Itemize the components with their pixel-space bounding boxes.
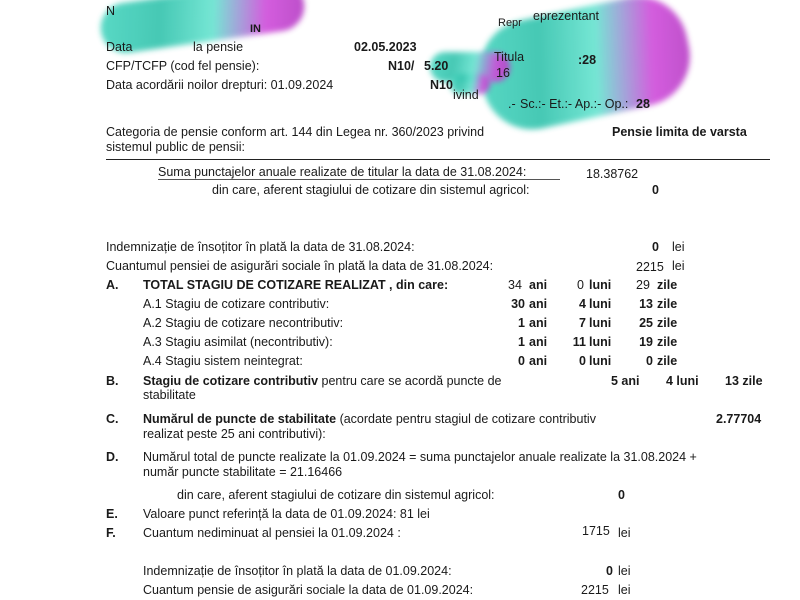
row-years-unit: ani: [529, 297, 548, 311]
address-op: 28: [636, 97, 650, 111]
request-date-label: Data: [106, 40, 133, 54]
request-date-value: 02.05.2023: [354, 40, 417, 54]
section-c-letter: C.: [106, 412, 119, 426]
agri-label: din care, aferent stagiului de cotizare din sistemul agricol:: [212, 183, 530, 197]
section-f-unit: lei: [618, 526, 631, 540]
section-a-days-unit: zile: [657, 278, 678, 292]
new-allowance-unit: lei: [618, 564, 631, 578]
section-b-letter: B.: [106, 374, 119, 388]
section-f-label: Cuantum nediminuat al pensiei la 01.09.2024 :: [143, 526, 401, 540]
row-years: 1: [518, 316, 525, 330]
rep-label-2: eprezentant: [533, 9, 600, 23]
row-years-unit: ani: [529, 335, 548, 349]
locality-fragment: ivind: [453, 88, 479, 102]
new-allowance-label: Indemnizație de însoțitor în plată la data de 01.09.2024:: [143, 564, 452, 578]
section-a-years-unit: ani: [529, 278, 548, 292]
row-days: 0: [646, 354, 653, 368]
row-days-unit: zile: [657, 354, 678, 368]
row-years-unit: ani: [529, 354, 548, 368]
section-d-agri-label: din care, aferent stagiului de cotizare din sistemul agricol:: [177, 488, 495, 502]
cfp-value: N10/: [388, 59, 415, 73]
new-pension-value: 2215: [581, 583, 609, 597]
section-a-years: 34: [508, 278, 522, 292]
titular-number: 16: [496, 66, 510, 80]
name-fragment: IN: [250, 23, 261, 35]
agri-value: 0: [652, 183, 659, 197]
section-b-title-line2: stabilitate: [143, 388, 196, 402]
address-line: Sc.:- Et.:- Ap.:- Op.:: [520, 97, 629, 111]
current-allowance-unit: lei: [672, 240, 685, 254]
current-pension-unit: lei: [672, 259, 685, 273]
section-b-title: [143, 374, 502, 389]
section-b-months: 4 luni: [666, 374, 699, 388]
row-label: A.2 Stagiu de cotizare necontributiv:: [143, 316, 344, 330]
section-a-months-unit: luni: [589, 278, 612, 292]
section-c-title-bold: Numărul de puncte de stabilitate: [143, 412, 337, 426]
row-months-unit: luni: [589, 335, 612, 349]
new-pension-label: Cuantum pensie de asigurări sociale la data de 01.09.2024:: [143, 583, 474, 597]
section-e-letter: E.: [106, 507, 118, 521]
section-f-letter: F.: [106, 526, 116, 540]
section-e-text: Valoare punct referință la data de 01.09.2024: 81 lei: [143, 507, 430, 521]
row-days: 19: [639, 335, 653, 349]
row-label: A.3 Stagiu asimilat (necontributiv):: [143, 335, 333, 349]
section-b-days: 13 zile: [725, 374, 763, 388]
new-allowance-value: 0: [606, 564, 613, 578]
row-days-unit: zile: [657, 316, 678, 330]
rep-label-1: Repr: [498, 17, 522, 29]
current-allowance-value: 0: [652, 240, 659, 254]
section-c-value: 2.77704: [716, 412, 762, 426]
row-label: A.1 Stagiu de cotizare contributiv:: [143, 297, 330, 311]
section-c-title-rest: (acordate pentru stagiul de cotizare contributiv: [336, 412, 596, 426]
name-label: N: [106, 4, 116, 18]
section-f-value: 1715: [582, 524, 610, 538]
row-days: 13: [639, 297, 653, 311]
row-label: A.4 Stagiu sistem neintegrat:: [143, 354, 303, 368]
cfp-label: CFP/TCFP (cod fel pensie):: [106, 59, 260, 73]
row-days-unit: zile: [657, 297, 678, 311]
section-c-title: [143, 412, 596, 427]
annual-points-underline: [158, 179, 560, 180]
section-b-title-bold: Stagiu de cotizare contributiv: [143, 374, 319, 388]
section-d-letter: D.: [106, 450, 119, 464]
row-years: 30: [511, 297, 525, 311]
row-months-unit: luni: [589, 297, 612, 311]
category-value: Pensie limita de varsta: [612, 125, 747, 139]
new-pension-unit: lei: [618, 583, 631, 597]
grant-date-label: Data acordării noilor drepturi: 01.09.2024: [106, 78, 334, 92]
grant-code: N10: [430, 78, 453, 92]
request-date-label-tail: la pensie: [193, 40, 244, 54]
section-d-agri-value: 0: [618, 488, 625, 502]
titular-label: Titula: [494, 50, 525, 64]
category-label-line2: sistemul public de pensii:: [106, 140, 245, 154]
cfp-value-tail: 5.20: [424, 59, 449, 73]
category-label: Categoria de pensie conform art. 144 din Legea nr. 360/2023 privind: [106, 125, 485, 139]
section-c-title-line2: realizat peste 25 ani contributivi):: [143, 427, 326, 441]
current-allowance-label: Indemnizație de însoțitor în plată la data de 31.08.2024:: [106, 240, 415, 254]
divider: [106, 159, 770, 160]
titular-value: :28: [578, 53, 597, 67]
row-months-unit: luni: [589, 354, 612, 368]
address-prefix: .-: [508, 97, 516, 111]
row-days: 25: [639, 316, 653, 330]
row-years: 0: [518, 354, 525, 368]
section-d-line1: Numărul total de puncte realizate la 01.09.2024 = suma punctajelor anuale realizate la 31.08.2024 +: [143, 450, 697, 464]
row-days-unit: zile: [657, 335, 678, 349]
row-months: 0: [579, 354, 586, 368]
section-a-title: TOTAL STAGIU DE COTIZARE REALIZAT , din care:: [143, 278, 449, 292]
current-pension-value: 2215: [636, 260, 664, 274]
section-d-line2: număr puncte stabilitate = 21.16466: [143, 465, 343, 479]
row-months-unit: luni: [589, 316, 612, 330]
row-months: 7: [579, 316, 586, 330]
row-years: 1: [518, 335, 525, 349]
row-months: 11: [572, 335, 586, 349]
section-a-days: 29: [636, 278, 650, 292]
section-a-months: 0: [577, 278, 584, 292]
row-years-unit: ani: [529, 316, 548, 330]
section-b-years: 5 ani: [611, 374, 640, 388]
section-b-title-rest: pentru care se acordă puncte de: [318, 374, 502, 388]
row-months: 4: [579, 297, 586, 311]
annual-points-value: 18.38762: [586, 167, 639, 181]
annual-points-label: Suma punctajelor anuale realizate de titular la data de 31.08.2024:: [158, 165, 527, 179]
current-pension-label: Cuantumul pensiei de asigurări sociale în plată la data de 31.08.2024:: [106, 259, 494, 273]
section-a-letter: A.: [106, 278, 119, 292]
